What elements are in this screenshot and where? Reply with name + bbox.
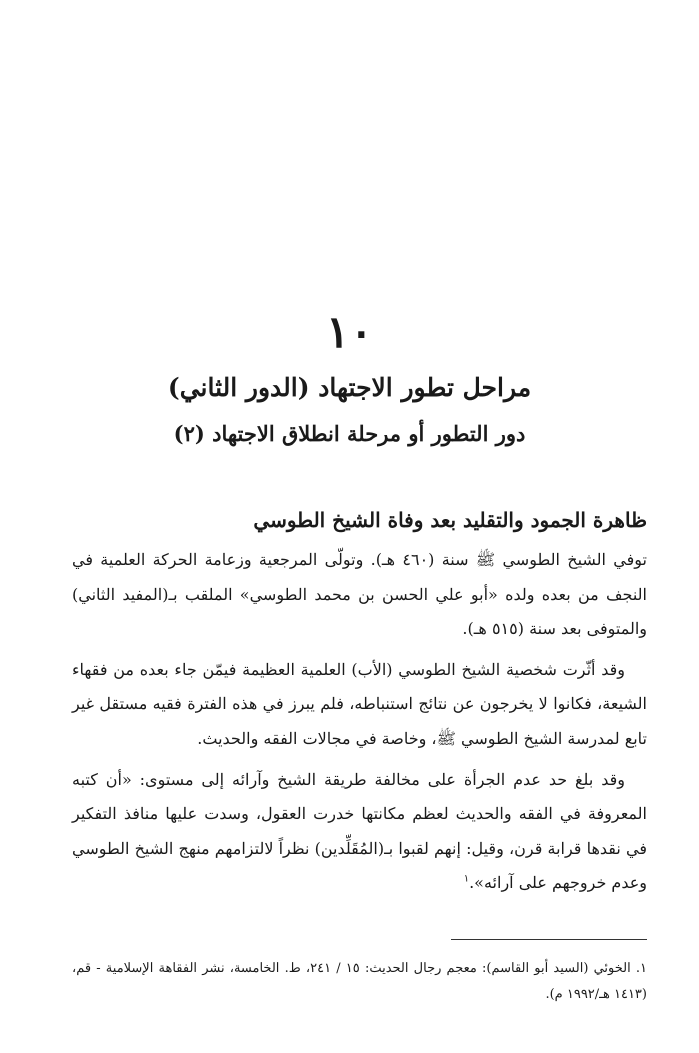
paragraph-3-text: وقد بلغ حد عدم الجرأة على مخالفة طريقة الشيخ وآرائه إلى مستوى: «أن كتبه المعروفة في الفقه والحديث لعظم مكانتها خدرت العقول، وسدت عليها منافذ التفكير في نقدها قرابة قرن، وقيل: إنهم لقبوا بـ(المُقَلِّدين) نظراً لالتزامهم منهج الشيخ الطوسي وعدم خروجهم على آرائه». — [72, 769, 647, 893]
chapter-title: مراحل تطور الاجتهاد (الدور الثاني) — [167, 373, 532, 402]
chapter-number: ١٠ — [325, 307, 374, 358]
paragraph-1 — [72, 543, 647, 647]
body-text — [72, 543, 647, 907]
paragraph-2 — [72, 653, 647, 757]
footnote-marker[interactable]: ١ — [463, 874, 470, 886]
footnote — [72, 956, 647, 1008]
paragraph-3 — [72, 763, 647, 901]
chapter-subtitle: دور التطور أو مرحلة انطلاق الاجتهاد (٢) — [173, 421, 526, 446]
paragraph-1-text: توفي الشيخ الطوسي ﷺ سنة (٤٦٠ هـ). وتولّى المرجعية وزعامة الحركة العلمية في النجف من بعده ولده «أبو علي الحسن بن محمد الطوسي» الملقب بـ(المفيد الثاني) والمتوفى بعد سنة (٥١٥ هـ). — [72, 550, 648, 639]
paragraph-2-text: وقد أثّرت شخصية الشيخ الطوسي (الأب) العلمية العظيمة فيمّن جاء بعده من فقهاء الشيعة، فكانوا لا يخرجون عن نتائج استنباطه، فلم يبرز في هذه الفترة فقيه مستقل غير تابع لمدرسة الشيخ الطوسي ﷺ، وخاصة في مجالات الفقه والحديث. — [72, 659, 647, 748]
footnote-text: ١. الخوئي (السيد أبو القاسم): معجم رجال الحديث: ١٥ / ٢٤١، ط. الخامسة، نشر الفقاهة الإسلامية - قم، (١٤١٣ هـ/١٩٩٢ م). — [72, 961, 647, 1002]
footnote-divider — [451, 939, 647, 940]
section-heading: ظاهرة الجمود والتقليد بعد وفاة الشيخ الطوسي — [253, 508, 647, 532]
